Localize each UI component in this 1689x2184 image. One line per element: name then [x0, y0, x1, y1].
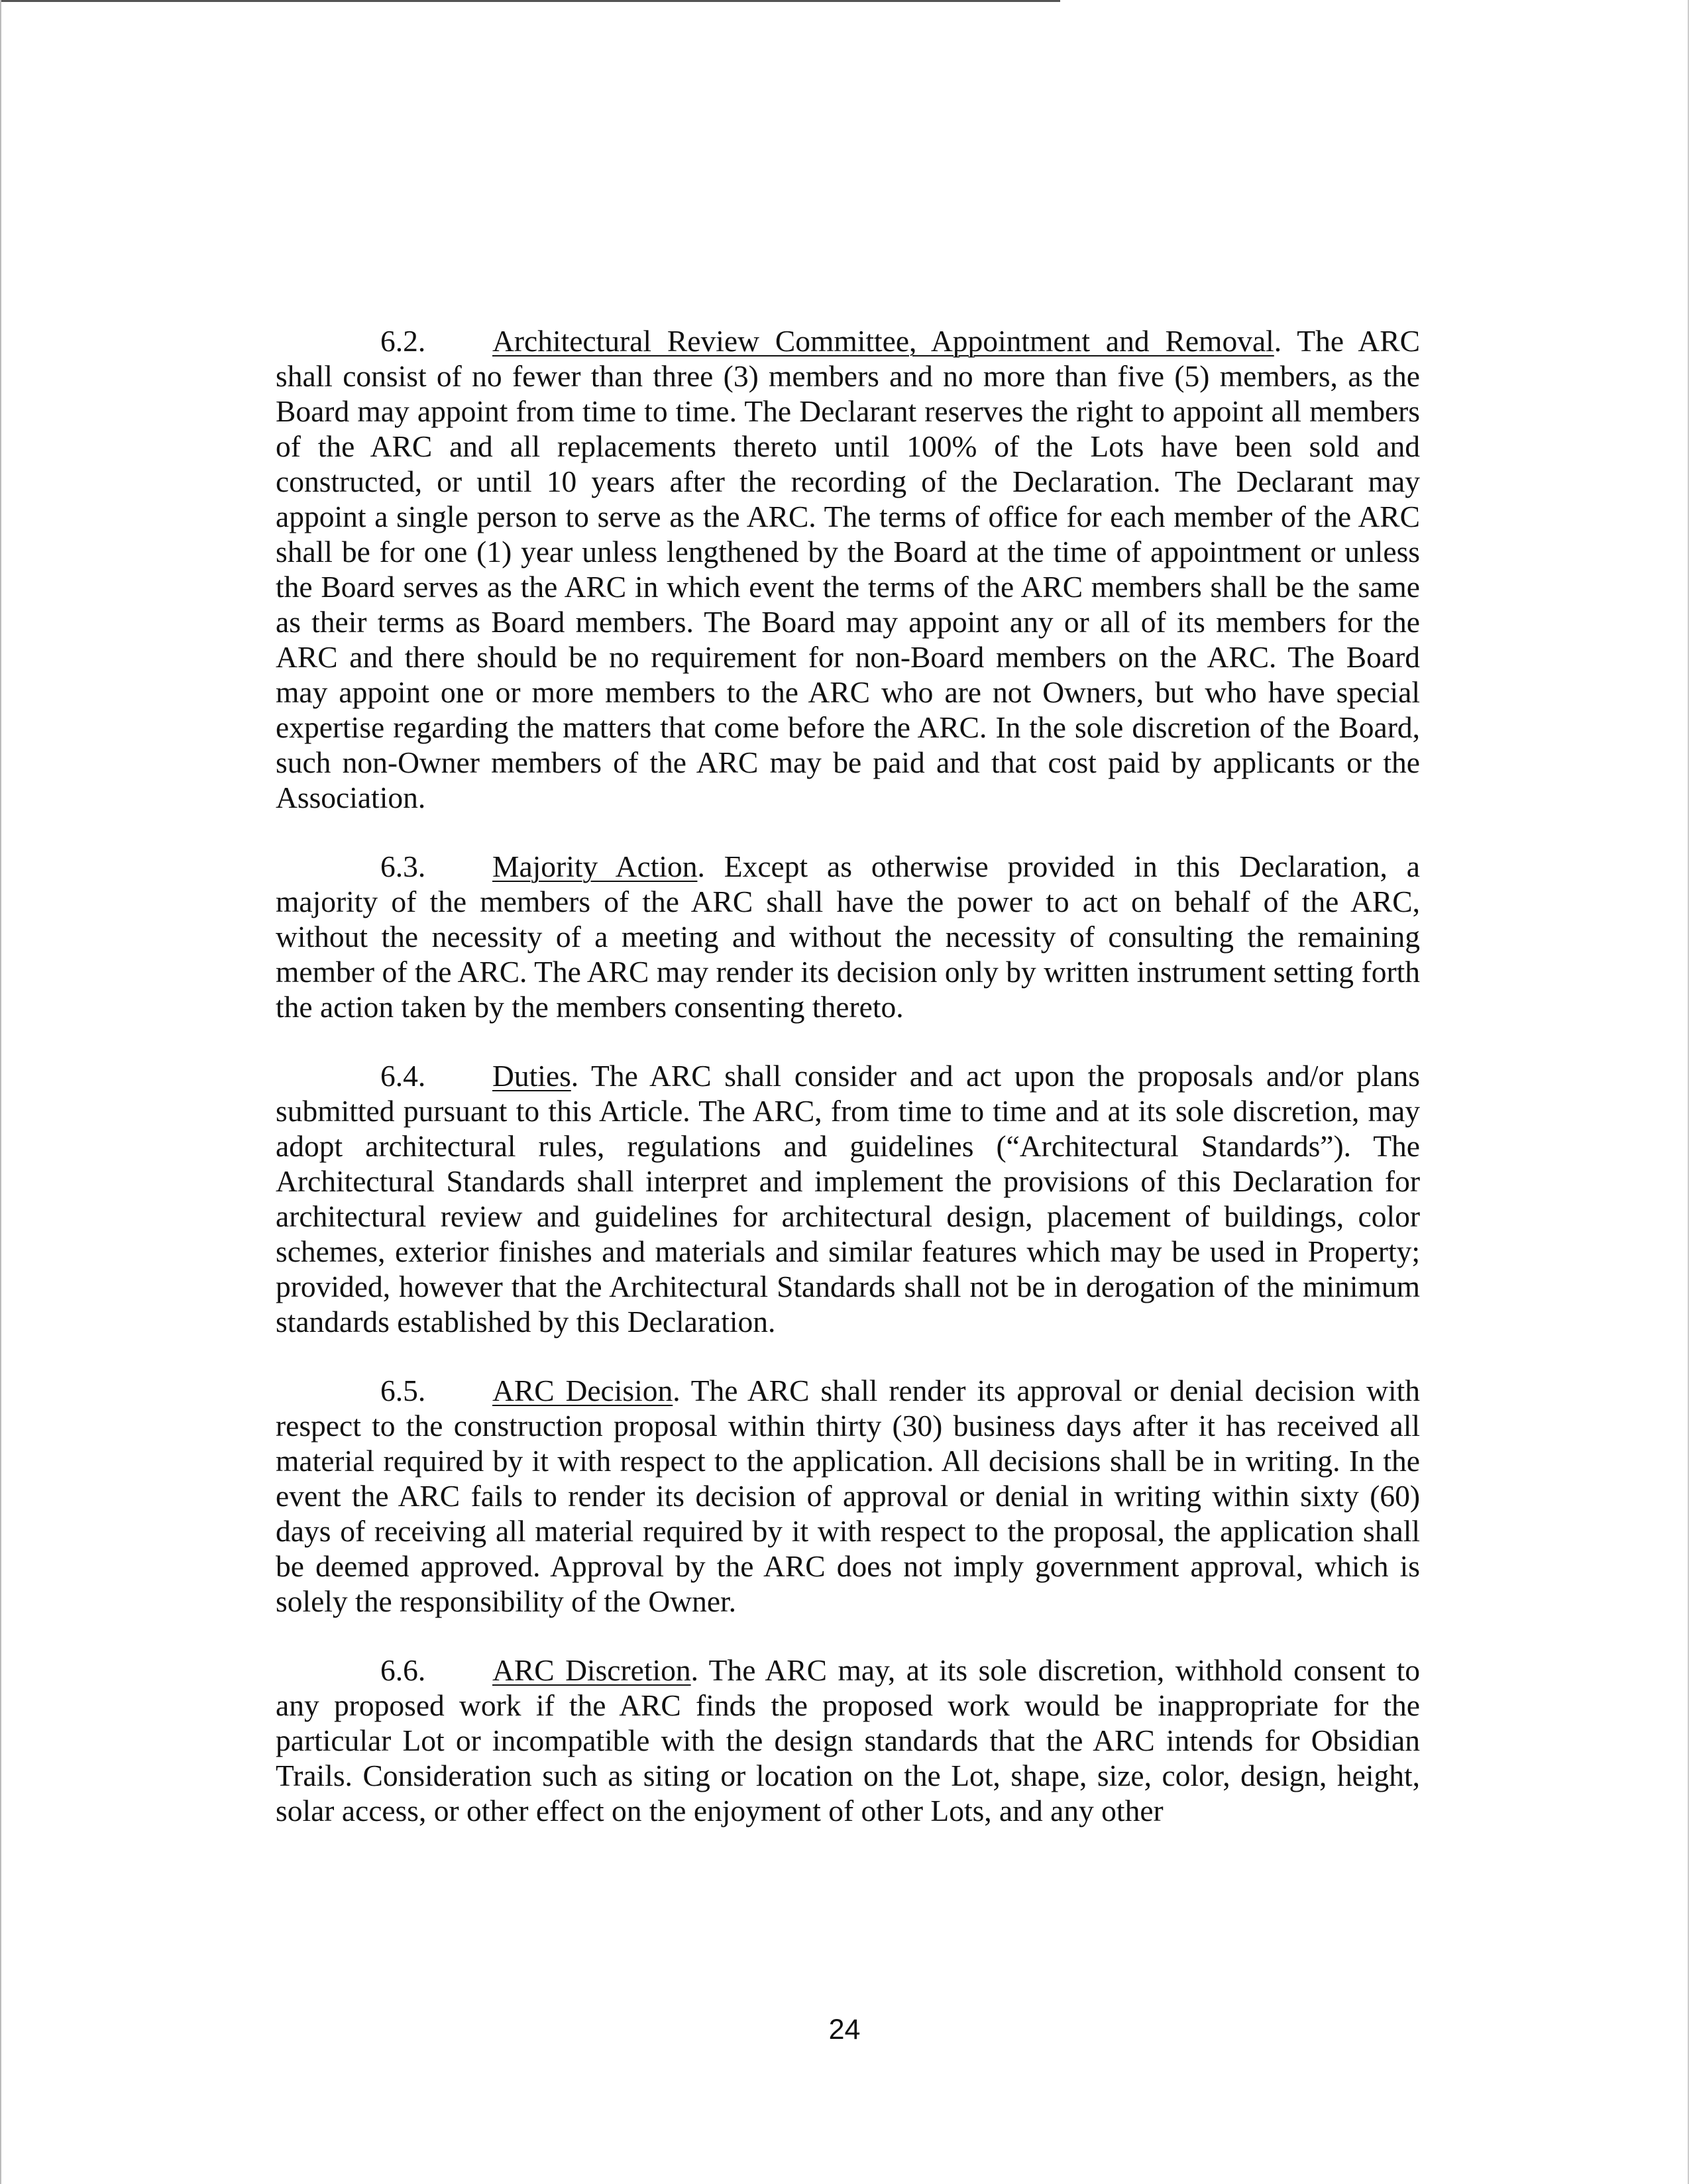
section-text: . The ARC shall consist of no fewer than three (3) members and no more than five (5) members, as the Board may appoint from time to time. The Declarant reserves the right to appoint all members of the ARC and all replacements thereto until 100% of the Lots have been sold and constructed, or until 10 years after the recording of the Declaration. The Declarant may appoint a single person to serve as the ARC. The terms of office for each member of the ARC shall be for one (1) year unless lengthened by the Board at the time of appointment or unless the Board serves as the ARC in which event the terms of the ARC members shall be the same as their terms as Board members. The Board may appoint any or all of its members for the ARC and there should be no requirement for non-Board members on the ARC. The Board may appoint one or more members to the ARC who are not Owners, but who have special expertise regarding the matters that come before the ARC. In the sole discretion of the Board, such non-Owner members of the ARC may be paid and that cost paid by applicants or the Association.	[276, 324, 1420, 814]
section-6-4	[276, 1058, 1420, 1339]
section-text: . Except as otherwise provided in this Declaration, a majority of the members of the ARC shall have the power to act on behalf of the ARC, without the necessity of a meeting and without the necessity of consulting the remaining member of the ARC. The ARC may render its decision only by written instrument setting forth the action taken by the members consenting thereto.	[276, 849, 1420, 1024]
section-text: . The ARC shall render its approval or denial decision with respect to the construction proposal within thirty (30) business days after it has received all material required by it with respect to the application. All decisions shall be in writing. In the event the ARC fails to render its decision of approval or denial in writing within sixty (60) days of receiving all material required by it with respect to the proposal, the application shall be deemed approved. Approval by the ARC does not imply government approval, which is solely the responsibility of the Owner.	[276, 1374, 1420, 1618]
scan-top-edge	[0, 0, 1060, 2]
section-number: 6.6.	[380, 1653, 426, 1687]
section-6-5	[276, 1373, 1420, 1619]
scan-left-edge	[0, 0, 1, 2184]
page-number: 24	[828, 2014, 861, 2046]
document-body	[276, 323, 1420, 1862]
section-6-6	[276, 1653, 1420, 1828]
section-number: 6.3.	[380, 849, 426, 883]
section-number: 6.5.	[380, 1374, 426, 1407]
section-heading: Duties	[492, 1059, 571, 1093]
section-heading: Architectural Review Committee, Appointment and Removal	[492, 324, 1274, 358]
section-heading: ARC Discretion	[492, 1653, 691, 1687]
section-number: 6.4.	[380, 1059, 426, 1093]
section-6-2	[276, 323, 1420, 815]
section-text: . The ARC may, at its sole discretion, withhold consent to any proposed work if the ARC finds the proposed work would be inappropriate for the particular Lot or incompatible with the design standards that the ARC intends for Obsidian Trails. Consideration such as siting or location on the Lot, shape, size, color, design, height, solar access, or other effect on the enjoyment of other Lots, and any other	[276, 1653, 1420, 1828]
section-6-3	[276, 849, 1420, 1024]
section-number: 6.2.	[380, 324, 426, 358]
section-heading: ARC Decision	[492, 1374, 673, 1407]
section-heading: Majority Action	[492, 849, 698, 883]
section-text: . The ARC shall consider and act upon the proposals and/or plans submitted pursuant to this Article. The ARC, from time to time and at its sole discretion, may adopt architectural rules, regulations and guidelines (“Architectural Standards”). The Architectural Standards shall interpret and implement the provisions of this Declaration for architectural review and guidelines for architectural design, placement of buildings, color schemes, exterior finishes and materials and similar features which may be used in Property; provided, however that the Architectural Standards shall not be in derogation of the minimum standards established by this Declaration.	[276, 1059, 1420, 1338]
